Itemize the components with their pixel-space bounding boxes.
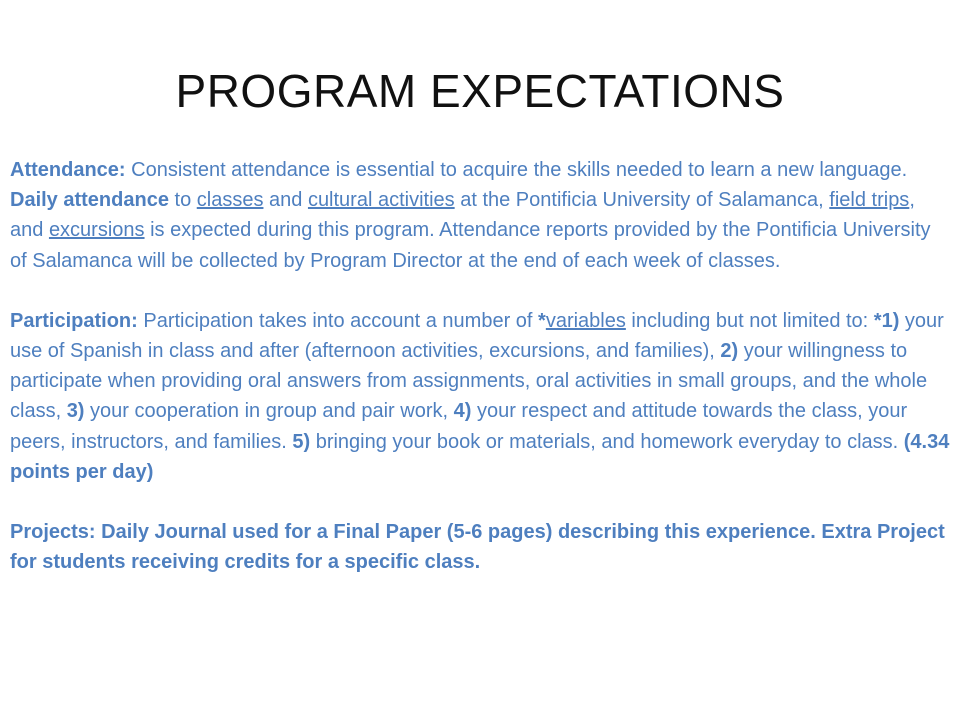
projects-label: Projects:	[10, 521, 96, 544]
daily-attendance-emphasis: Daily attendance	[10, 189, 169, 212]
projects-text: Daily Journal used for a Final Paper (5-6 pages) describing this experience. Extra Project for students receiving credits for a specific class.	[10, 521, 945, 574]
attendance-text: and	[263, 189, 308, 212]
excursions-underlined: excursions	[48, 219, 145, 242]
attendance-text: , and	[10, 189, 915, 242]
participation-text: your willingness to participate when providing oral answers from assignments, oral activities in small groups, and the whole class,	[10, 340, 928, 423]
participation-text: your respect and attitude towards the class, your peers, instructors, and families.	[10, 400, 908, 453]
points-per-day: (4.34 points per day)	[10, 430, 950, 483]
item-marker-3: 3)	[66, 400, 85, 423]
item-marker-4: 4)	[453, 400, 472, 423]
field-trips-underlined: field trips	[829, 189, 910, 212]
asterisk-marker: *	[538, 309, 546, 332]
slide-title: PROGRAM EXPECTATIONS	[175, 65, 785, 117]
participation-text: your use of Spanish in class and after (afternoon activities, excursions, and families),	[10, 309, 944, 363]
attendance-text: to	[168, 189, 197, 212]
participation-label: Participation:	[10, 309, 138, 332]
cultural-activities-underlined: cultural activities	[307, 189, 455, 212]
participation-text: including but not limited to:	[625, 309, 874, 332]
attendance-text: is expected during this program. Attendance reports provided by the Pontificia University of Salamanca will be collected by Program Director at the end of each week of classes.	[10, 219, 931, 272]
item-marker-1: *1)	[873, 309, 900, 332]
attendance-label: Attendance:	[10, 159, 126, 181]
item-marker-5: 5)	[292, 430, 311, 453]
slide-body	[10, 155, 952, 577]
participation-text: bringing your book or materials, and homework everyday to class.	[310, 430, 904, 453]
attendance-text: at the Pontificia University of Salamanca,	[454, 189, 830, 212]
classes-underlined: classes	[196, 189, 264, 212]
participation-text: Participation takes into account a number of	[137, 309, 539, 332]
attendance-text: Consistent attendance is essential to acquire the skills needed to learn a new language.	[125, 159, 908, 181]
attendance-paragraph	[10, 155, 952, 276]
projects-paragraph	[10, 517, 952, 577]
item-marker-2: 2)	[720, 340, 739, 363]
participation-text: your cooperation in group and pair work,	[84, 400, 454, 423]
variables-underlined: variables	[545, 309, 626, 332]
participation-paragraph	[10, 306, 952, 487]
